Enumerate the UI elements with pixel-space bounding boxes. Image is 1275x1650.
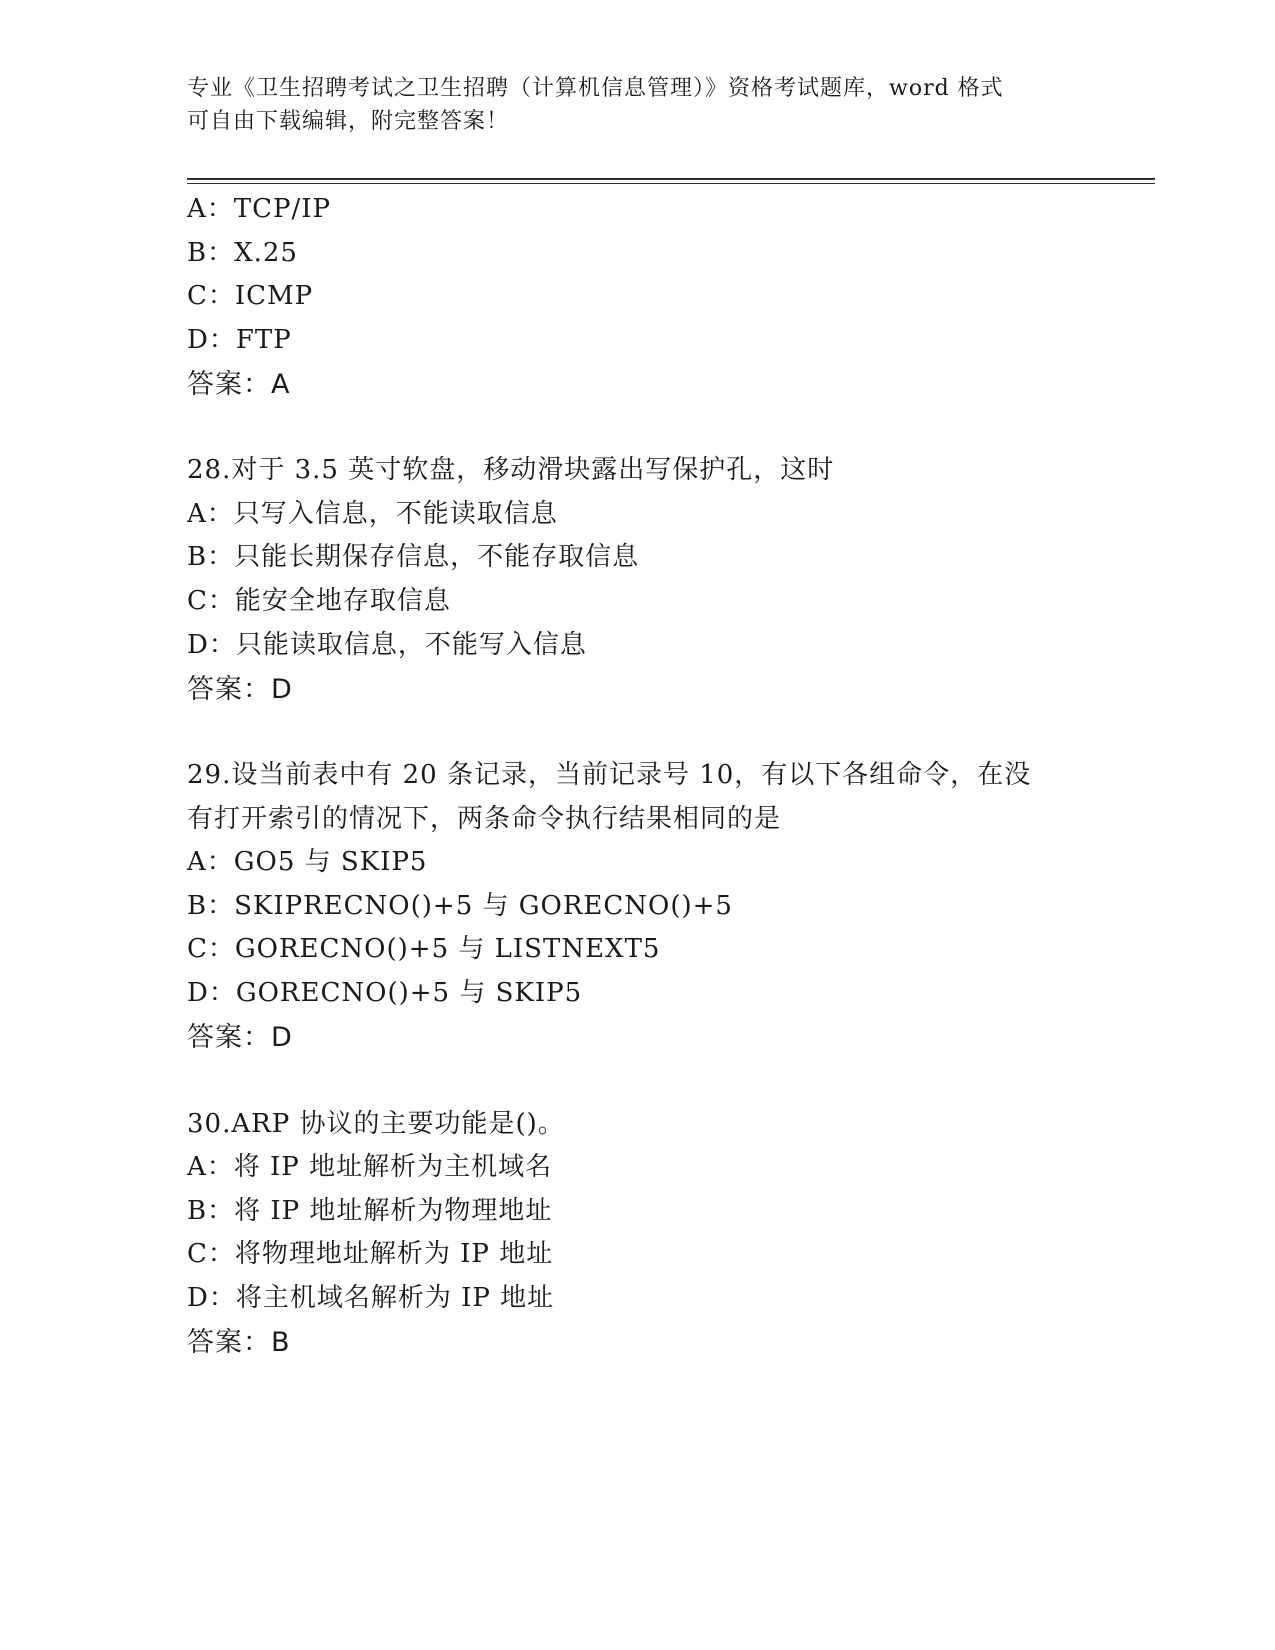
q28-option-d: D：只能读取信息，不能写入信息 bbox=[187, 630, 587, 660]
q27-option-a: A：TCP/IP bbox=[187, 194, 332, 224]
q30-stem: 30.ARP 协议的主要功能是()。 bbox=[187, 1109, 565, 1139]
q29-answer: 答案：D bbox=[187, 1022, 293, 1053]
q27-option-b: B：X.25 bbox=[187, 238, 298, 268]
q30-answer: 答案：B bbox=[187, 1327, 291, 1358]
q29-stem-line-2: 有打开索引的情况下，两条命令执行结果相同的是 bbox=[187, 804, 782, 834]
document-header bbox=[187, 72, 1087, 138]
q30-option-c: C：将物理地址解析为 IP 地址 bbox=[187, 1239, 554, 1269]
q29-option-c: C：GORECNO()+5 与 LISTNEXT5 bbox=[187, 934, 661, 964]
q30-option-b: B：将 IP 地址解析为物理地址 bbox=[187, 1196, 553, 1226]
header-line-2: 可自由下载编辑，附完整答案！ bbox=[187, 109, 510, 134]
q30-option-d: D：将主机域名解析为 IP 地址 bbox=[187, 1283, 555, 1313]
q29-option-b: B：SKIPRECNO()+5 与 GORECNO()+5 bbox=[187, 891, 733, 921]
q28-option-a: A：只写入信息，不能读取信息 bbox=[187, 499, 558, 529]
q29-stem-line-1: 29.设当前表中有 20 条记录，当前记录号 10，有以下各组命令，在没 bbox=[187, 760, 1032, 790]
q29-option-a: A：GO5 与 SKIP5 bbox=[187, 847, 428, 877]
q27-option-d: D：FTP bbox=[187, 325, 292, 355]
q28-stem: 28.对于 3.5 英寸软盘，移动滑块露出写保护孔，这时 bbox=[187, 455, 835, 485]
header-line-1: 专业《卫生招聘考试之卫生招聘（计算机信息管理）》资格考试题库，word 格式 bbox=[187, 76, 1004, 101]
q27-option-c: C：ICMP bbox=[187, 281, 314, 311]
q29-option-d: D：GORECNO()+5 与 SKIP5 bbox=[187, 978, 583, 1008]
q27-answer: 答案：A bbox=[187, 369, 291, 400]
header-divider bbox=[187, 178, 1155, 184]
q28-answer: 答案：D bbox=[187, 674, 293, 705]
q28-option-b: B：只能长期保存信息，不能存取信息 bbox=[187, 542, 640, 572]
q28-option-c: C：能安全地存取信息 bbox=[187, 586, 451, 616]
q30-option-a: A：将 IP 地址解析为主机域名 bbox=[187, 1152, 553, 1182]
